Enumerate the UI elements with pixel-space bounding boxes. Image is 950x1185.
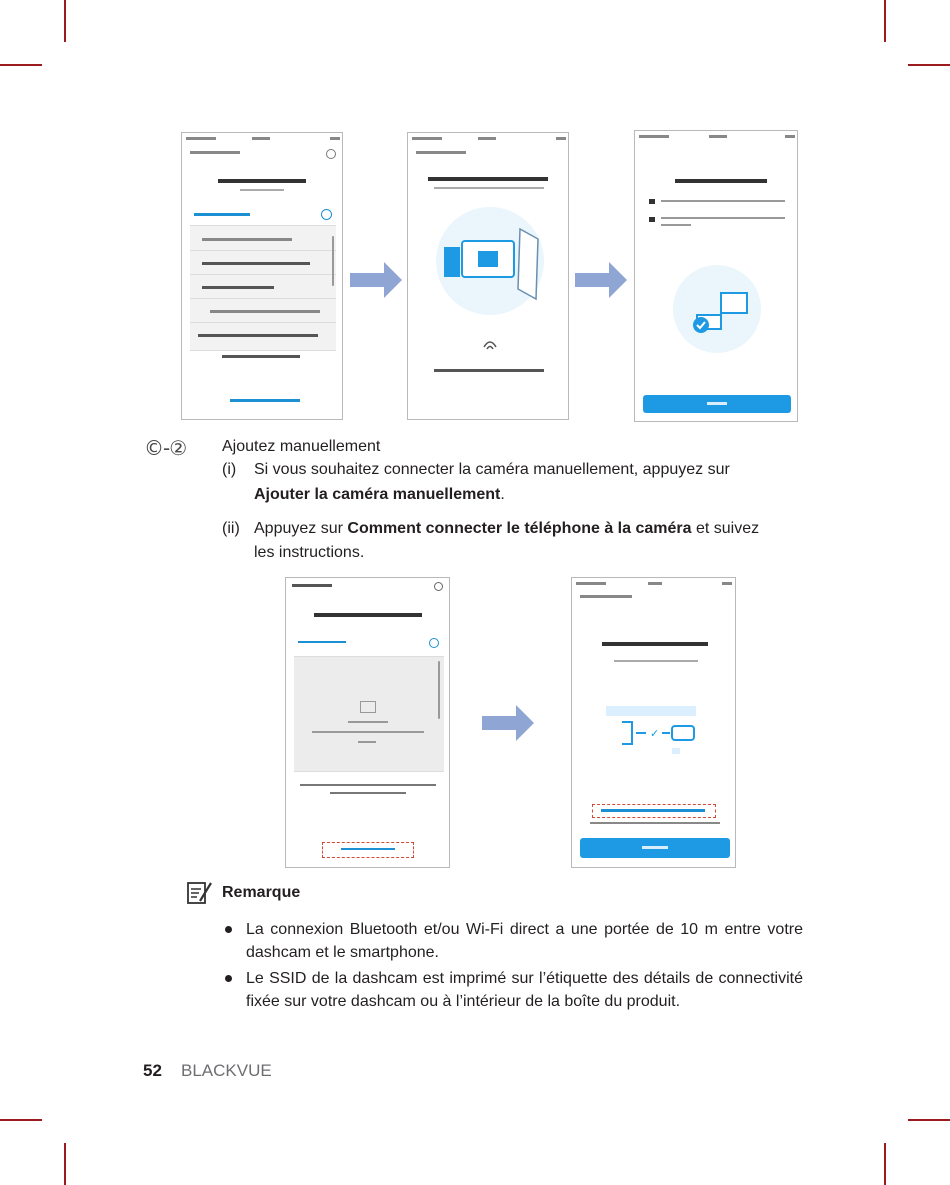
crop-mark [0,1119,42,1121]
arrow-right-icon [575,262,627,298]
item-number: (ii) [222,520,240,537]
bullet-dot [225,975,232,982]
screenshot-add-camera-manually [285,577,450,868]
screenshot-how-to-connect [571,577,736,868]
dashcam-connected-icon [661,263,773,355]
page-number: 52 [143,1061,162,1080]
crop-mark [908,64,950,66]
note-icon [186,880,214,906]
screenshot-bluetooth-connect [407,132,569,420]
arrow-right-icon [350,262,402,298]
crop-mark [64,0,66,42]
arrow-right-icon [482,705,534,741]
bluetooth-wave-icon [480,335,500,355]
item-text-line2: Ajouter la caméra manuellement. [254,486,505,503]
screenshot-camera-list [181,132,343,420]
item-text: Si vous souhaitez connecter la caméra manuellement, appuyez sur [254,461,730,478]
phone-dashcam-link-icon [620,720,700,760]
note-bullet: La connexion Bluetooth et/ou Wi-Fi direct a une portée de 10 m entre votre dashcam et le smartphone. [246,921,803,961]
bold-term: Comment connecter le téléphone à la caméra [347,520,692,537]
svg-text:✓: ✓ [650,727,660,740]
item-text-line2: les instructions. [254,544,365,561]
step-badge: ©-② [144,436,187,460]
bullet-dot [225,926,232,933]
crop-mark [0,64,42,66]
dashcam-phone-illustration-icon [432,203,548,319]
footer-brand: BLACKVUE [181,1061,272,1080]
note-bullet: Le SSID de la dashcam est imprimé sur l’étiquette des détails de connectivité fixée sur votre dashcam ou à l’intérieur de la boîte du produit. [246,970,803,1010]
bold-term: Ajouter la caméra manuellement [254,486,501,503]
crop-mark [884,1143,886,1185]
crop-mark [64,1143,66,1185]
item-number: (i) [222,461,237,478]
note-title: Remarque [222,884,301,901]
screenshot-connection-success [634,130,798,422]
crop-mark [884,0,886,42]
item-text: Appuyez sur Comment connecter le téléphone à la caméra et suivez [254,520,760,537]
crop-mark [908,1119,950,1121]
step-title: Ajoutez manuellement [222,438,381,455]
